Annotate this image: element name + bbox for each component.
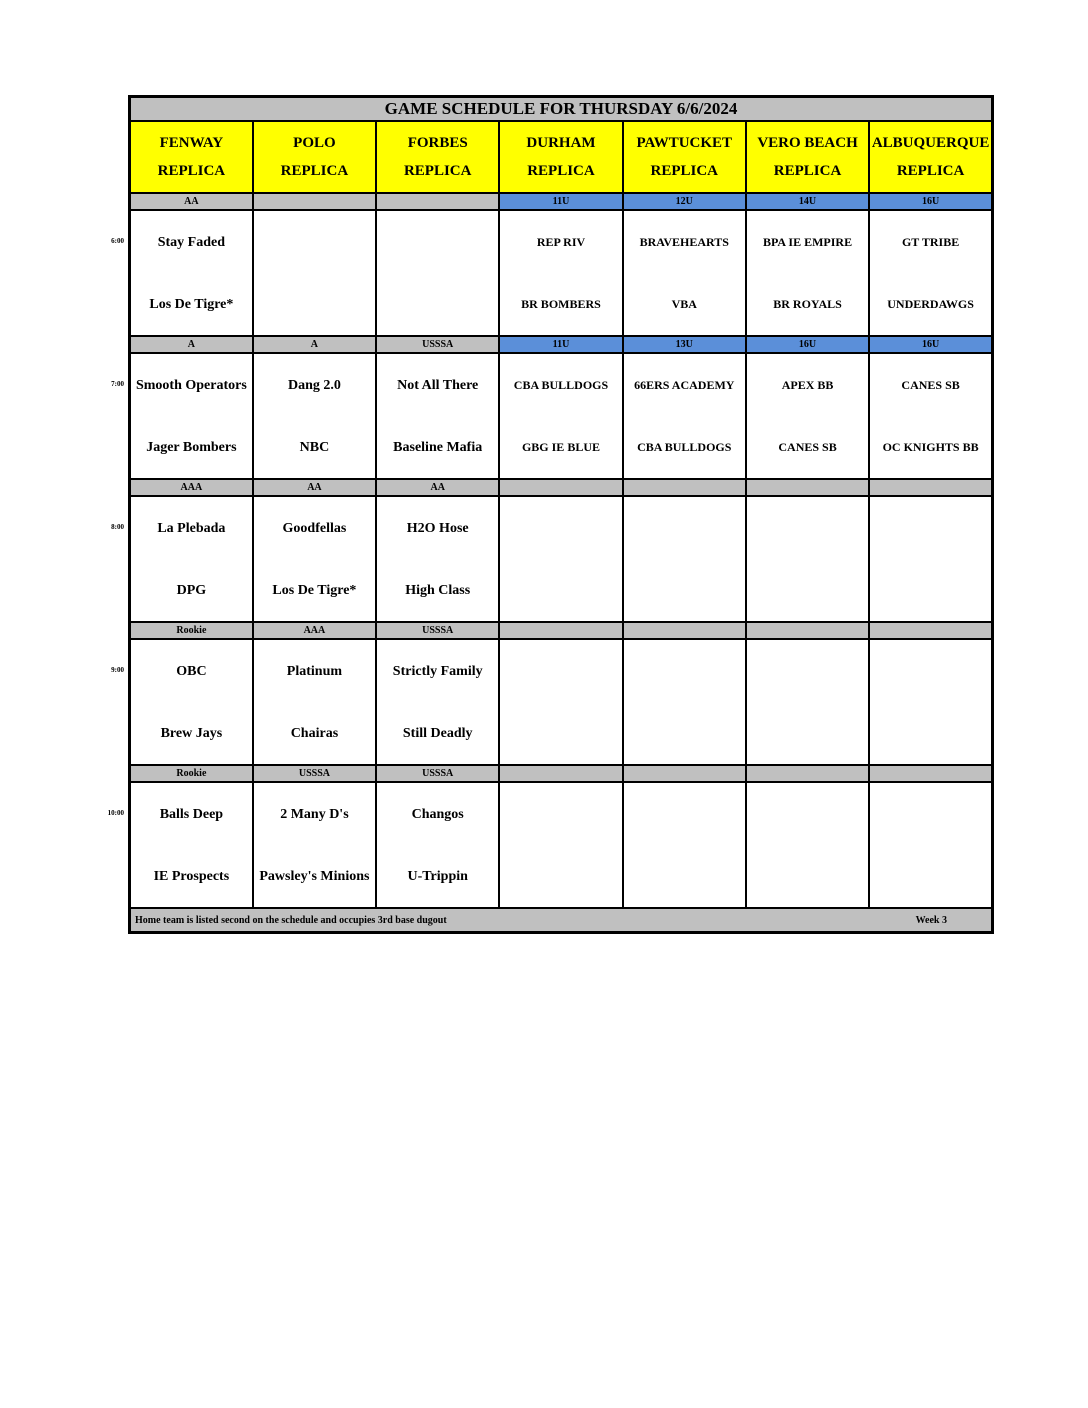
division-row — [130, 622, 993, 639]
field-name: DURHAM — [526, 135, 596, 151]
game-cell — [623, 782, 746, 908]
game-cell — [253, 353, 376, 479]
game-row — [130, 782, 993, 908]
away-team — [870, 497, 991, 559]
field-header-forbes — [376, 121, 499, 193]
away-team: GT TRIBE — [901, 234, 960, 249]
field-type: REPLICA — [280, 163, 349, 179]
division-label: A — [253, 336, 376, 353]
home-team — [254, 273, 375, 335]
field-header-pawtucket — [623, 121, 746, 193]
away-team — [254, 211, 375, 273]
division-row — [130, 193, 993, 210]
away-team: REP RIV — [536, 234, 586, 249]
field-name: FENWAY — [159, 135, 224, 151]
division-row — [130, 336, 993, 353]
away-team: Dang 2.0 — [287, 377, 341, 393]
home-team — [624, 559, 745, 621]
footer-cell — [130, 908, 993, 933]
division-label: A — [130, 336, 253, 353]
division-label: AAA — [253, 622, 376, 639]
field-type: REPLICA — [650, 163, 719, 179]
game-cell — [499, 496, 622, 622]
home-team: Brew Jays — [160, 725, 223, 741]
schedule-sheet — [128, 95, 994, 934]
game-cell — [623, 496, 746, 622]
division-label: 13U — [623, 336, 746, 353]
game-cell — [499, 210, 622, 336]
home-team: U-Trippin — [407, 868, 468, 884]
division-label — [869, 765, 992, 782]
field-header-polo — [253, 121, 376, 193]
home-team: VBA — [671, 296, 697, 311]
game-cell — [869, 782, 992, 908]
division-label: 16U — [869, 193, 992, 210]
away-team — [747, 497, 868, 559]
game-row — [130, 639, 993, 765]
away-team: Changos — [411, 806, 464, 822]
game-cell — [376, 353, 499, 479]
away-team: Not All There — [397, 377, 479, 393]
away-team: Smooth Operators — [135, 377, 247, 393]
away-team: Balls Deep — [159, 806, 224, 822]
away-team — [624, 640, 745, 702]
time-slot-label: 10:00 — [107, 809, 124, 817]
away-team: BPA IE EMPIRE — [762, 234, 853, 249]
home-team: Baseline Mafia — [393, 439, 483, 455]
game-cell — [746, 639, 869, 765]
home-team: Still Deadly — [402, 725, 473, 741]
field-type: REPLICA — [403, 163, 472, 179]
away-team: APEX BB — [781, 377, 834, 392]
game-cell — [746, 210, 869, 336]
home-team: IE Prospects — [153, 868, 230, 884]
home-team — [747, 559, 868, 621]
away-team — [500, 783, 621, 845]
division-label: 16U — [869, 336, 992, 353]
away-team: Strictly Family — [392, 663, 483, 679]
schedule-title: GAME SCHEDULE FOR THURSDAY 6/6/2024 — [130, 97, 993, 122]
home-team: CANES SB — [778, 439, 837, 454]
game-row — [130, 496, 993, 622]
home-team — [624, 845, 745, 907]
away-team: Goodfellas — [282, 520, 347, 536]
home-team — [500, 702, 621, 764]
home-team: DPG — [176, 582, 207, 598]
division-label: USSSA — [253, 765, 376, 782]
time-slot-label: 7:00 — [111, 380, 124, 388]
division-row — [130, 479, 993, 496]
game-cell — [253, 782, 376, 908]
away-team — [377, 211, 498, 273]
division-row — [130, 765, 993, 782]
home-team — [500, 845, 621, 907]
home-team — [500, 559, 621, 621]
division-label: 12U — [623, 193, 746, 210]
game-row — [130, 353, 993, 479]
field-type: REPLICA — [773, 163, 842, 179]
field-header-vero-beach — [746, 121, 869, 193]
away-team: BRAVEHEARTS — [639, 234, 729, 249]
time-slot-label: 6:00 — [111, 237, 124, 245]
game-row — [130, 210, 993, 336]
division-label: USSSA — [376, 622, 499, 639]
game-cell — [130, 210, 253, 336]
home-team: OC KNIGHTS BB — [882, 439, 979, 454]
home-team — [870, 559, 991, 621]
field-type: REPLICA — [157, 163, 226, 179]
home-team: UNDERDAWGS — [887, 296, 974, 311]
game-cell — [376, 782, 499, 908]
division-label — [623, 622, 746, 639]
game-cell — [869, 353, 992, 479]
game-cell — [499, 353, 622, 479]
division-label — [623, 765, 746, 782]
field-header-fenway — [130, 121, 253, 193]
division-label — [746, 479, 869, 496]
away-team: 2 Many D's — [280, 806, 349, 822]
home-team — [870, 702, 991, 764]
away-team: H2O Hose — [406, 520, 469, 536]
time-slot-label: 8:00 — [111, 523, 124, 531]
division-label — [253, 193, 376, 210]
division-label: Rookie — [130, 622, 253, 639]
game-cell — [376, 496, 499, 622]
division-label — [869, 622, 992, 639]
home-team: NBC — [299, 439, 330, 455]
game-cell — [499, 639, 622, 765]
title-row — [130, 97, 993, 122]
division-label — [746, 765, 869, 782]
time-slot-label: 9:00 — [111, 666, 124, 674]
field-type: REPLICA — [896, 163, 965, 179]
week-label: Week 3 — [915, 914, 947, 926]
away-team: Stay Faded — [157, 234, 226, 250]
field-header-albuquerque — [869, 121, 992, 193]
field-header-row — [130, 121, 993, 193]
game-cell — [253, 639, 376, 765]
home-team — [747, 702, 868, 764]
away-team: OBC — [176, 663, 207, 679]
field-name: FORBES — [407, 135, 468, 151]
home-team — [747, 845, 868, 907]
away-team: Platinum — [286, 663, 343, 679]
field-name: PAWTUCKET — [636, 135, 733, 151]
away-team — [624, 497, 745, 559]
division-label — [746, 622, 869, 639]
division-label — [499, 622, 622, 639]
home-team: BR BOMBERS — [521, 296, 601, 311]
field-name: VERO BEACH — [757, 135, 858, 151]
home-team: BR ROYALS — [773, 296, 842, 311]
away-team: La Plebada — [157, 520, 226, 536]
game-cell — [623, 353, 746, 479]
division-label: USSSA — [376, 336, 499, 353]
away-team — [747, 640, 868, 702]
away-team — [500, 497, 621, 559]
game-cell — [869, 639, 992, 765]
away-team: 66ERS ACADEMY — [634, 377, 735, 392]
division-label — [499, 765, 622, 782]
division-label: 11U — [499, 193, 622, 210]
footer-row — [130, 908, 993, 933]
away-team — [747, 783, 868, 845]
game-cell — [746, 782, 869, 908]
game-cell — [376, 639, 499, 765]
game-cell — [376, 210, 499, 336]
home-team: Pawsley's Minions — [259, 868, 370, 884]
game-cell — [253, 496, 376, 622]
home-team: High Class — [405, 582, 471, 598]
home-team — [377, 273, 498, 335]
game-cell — [253, 210, 376, 336]
game-cell — [623, 639, 746, 765]
game-cell — [130, 496, 253, 622]
field-header-durham — [499, 121, 622, 193]
away-team — [624, 783, 745, 845]
schedule-table — [128, 95, 994, 934]
division-label: 14U — [746, 193, 869, 210]
game-cell — [869, 210, 992, 336]
game-cell — [499, 782, 622, 908]
division-label — [623, 479, 746, 496]
game-cell — [130, 639, 253, 765]
home-team-note: Home team is listed second on the schedule and occupies 3rd base dugout — [135, 914, 447, 926]
division-label — [376, 193, 499, 210]
division-label: AA — [376, 479, 499, 496]
home-team: GBG IE BLUE — [521, 439, 600, 454]
division-label: USSSA — [376, 765, 499, 782]
field-name: POLO — [293, 135, 336, 151]
game-cell — [746, 353, 869, 479]
game-cell — [130, 353, 253, 479]
home-team: CBA BULLDOGS — [637, 439, 732, 454]
away-team — [870, 640, 991, 702]
division-label: Rookie — [130, 765, 253, 782]
game-cell — [746, 496, 869, 622]
home-team: Jager Bombers — [146, 439, 237, 455]
division-label: AA — [253, 479, 376, 496]
field-type: REPLICA — [527, 163, 595, 179]
division-label: 11U — [499, 336, 622, 353]
game-cell — [130, 782, 253, 908]
away-team — [870, 783, 991, 845]
division-label: AAA — [130, 479, 253, 496]
division-label: AA — [130, 193, 253, 210]
home-team — [624, 702, 745, 764]
home-team: Los De Tigre* — [149, 296, 234, 312]
game-cell — [869, 496, 992, 622]
game-cell — [623, 210, 746, 336]
away-team — [500, 640, 621, 702]
away-team: CANES SB — [901, 377, 960, 392]
home-team: Chairas — [290, 725, 339, 741]
field-name: ALBUQUERQUE — [871, 135, 990, 151]
home-team — [870, 845, 991, 907]
division-label: 16U — [746, 336, 869, 353]
away-team: CBA BULLDOGS — [513, 377, 609, 392]
home-team: Los De Tigre* — [272, 582, 357, 598]
division-label — [869, 479, 992, 496]
division-label — [499, 479, 622, 496]
